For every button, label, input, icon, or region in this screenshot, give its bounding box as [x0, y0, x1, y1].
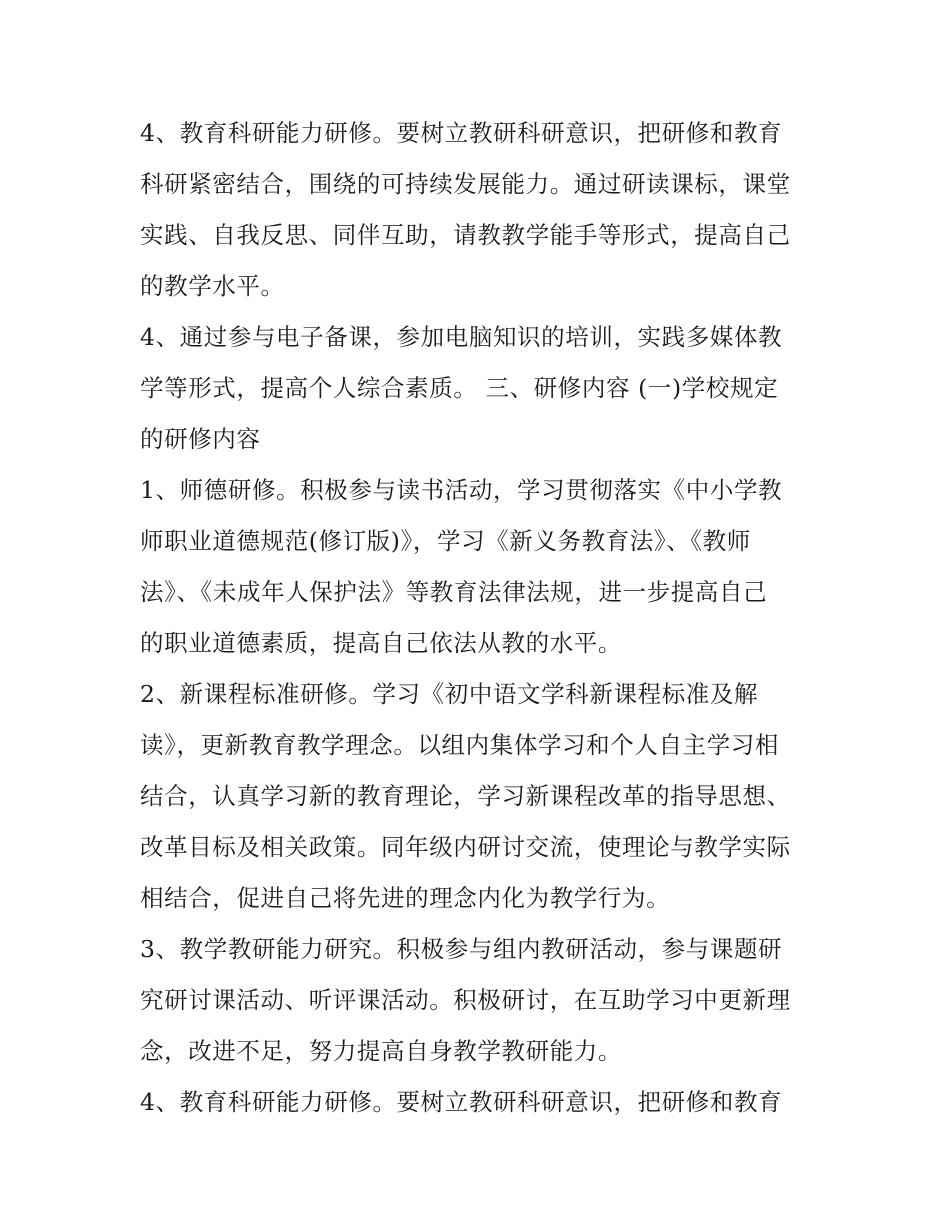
text-line: 实践、自我反思、同伴互助，请教教学能手等形式，提高自己	[140, 221, 791, 249]
text-line: 法》、《未成年人保护法》等教育法律法规，进一步提高自己	[140, 578, 768, 606]
text-line: 究研讨课活动、听评课活动。积极研讨，在互助学习中更新理	[140, 986, 791, 1014]
text-line: 学等形式，提高个人综合素质。 三、研修内容 (一)学校规定	[140, 374, 779, 402]
text-line: 的研修内容	[140, 425, 261, 453]
text-line: 3、教学教研能力研究。积极参与组内教研活动，参与课题研	[140, 935, 783, 963]
text-line: 4、教育科研能力研修。要树立教研科研意识，把研修和教育	[140, 1088, 783, 1116]
text-line: 2、新课程标准研修。学习《初中语文学科新课程标准及解	[140, 680, 759, 708]
text-line: 4、教育科研能力研修。要树立教研科研意识，把研修和教育	[140, 119, 783, 147]
text-line: 4、通过参与电子备课，参加电脑知识的培训，实践多媒体教	[140, 323, 783, 351]
text-line: 的职业道德素质，提高自己依法从教的水平。	[140, 629, 622, 657]
text-line: 改革目标及相关政策。同年级内研讨交流，使理论与教学实际	[140, 833, 791, 861]
text-line: 相结合，促进自己将先进的理念内化为教学行为。	[140, 884, 671, 912]
text-line: 结合，认真学习新的教育理论，学习新课程改革的指导思想、	[140, 782, 791, 810]
text-line: 读》，更新教育教学理念。以组内集体学习和个人自主学习相	[140, 731, 779, 759]
text-line: 念，改进不足，努力提高自身教学教研能力。	[140, 1037, 622, 1065]
text-line: 1、师德研修。积极参与读书活动，学习贯彻落实《中小学教	[140, 476, 783, 504]
text-line: 科研紧密结合，围绕的可持续发展能力。通过研读课标，课堂	[140, 170, 791, 198]
document-body	[140, 108, 820, 1128]
text-line: 师职业道德规范(修订版)》，学习《新义务教育法》、《教师	[140, 527, 751, 555]
text-line: 的教学水平。	[140, 272, 285, 300]
